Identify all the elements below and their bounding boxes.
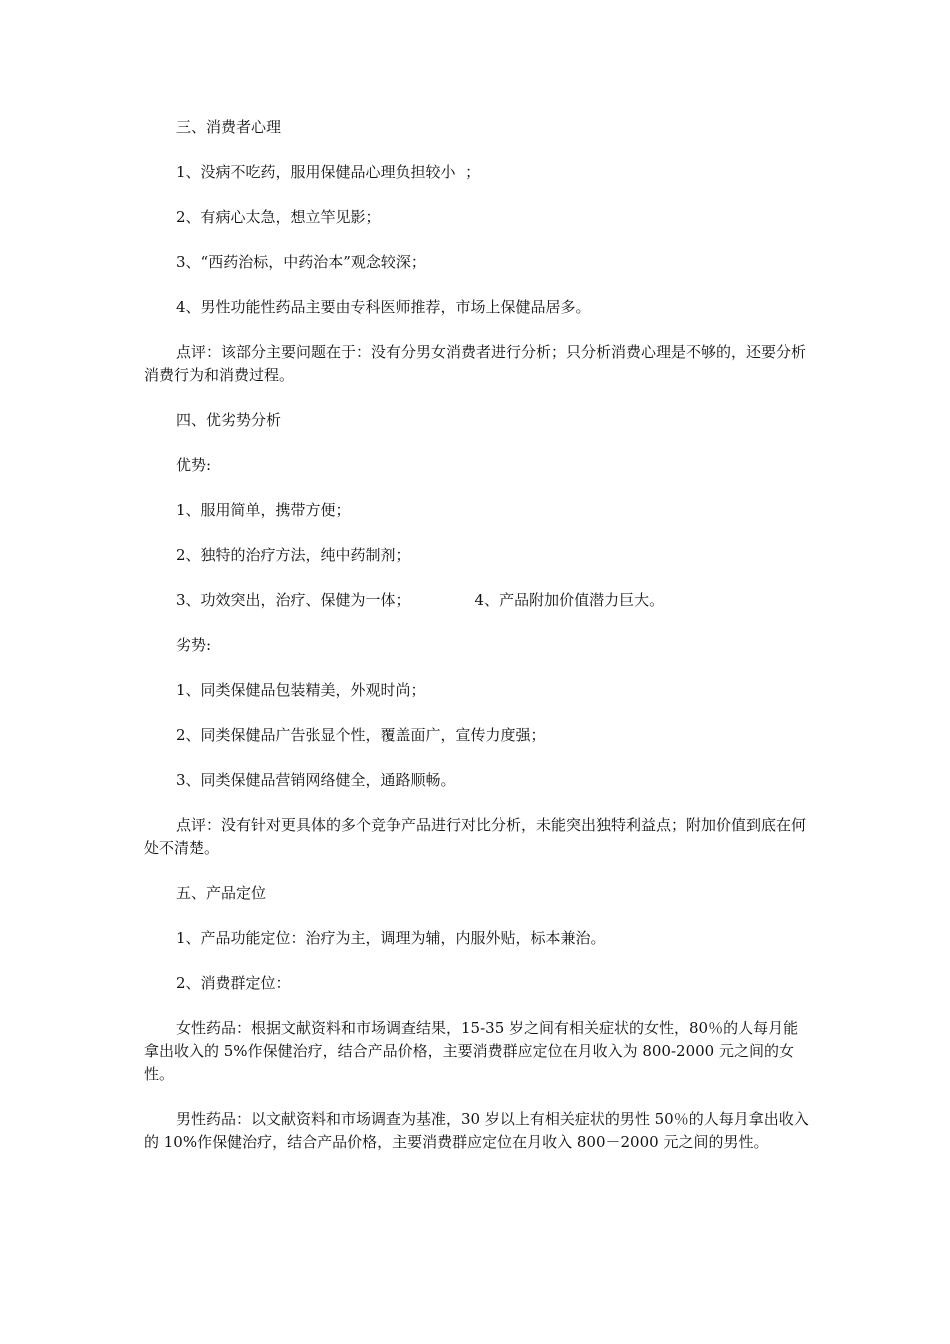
subheading: 劣势: <box>176 636 212 654</box>
comment-paragraph: 点评：没有针对更具体的多个竞争产品进行对比分析，未能突出独特利益点；附加价值到底在何处不清楚。 <box>144 816 807 857</box>
list-item: 4、男性功能性药品主要由专科医师推荐，市场上保健品居多。 <box>176 298 591 316</box>
list-item: 2、独特的治疗方法，纯中药制剂； <box>176 546 411 564</box>
list-item-pair <box>144 589 810 612</box>
section-heading: 三、消费者心理 <box>176 118 282 136</box>
document-body <box>144 116 810 1176</box>
list-item: 1、产品功能定位：治疗为主，调理为辅，内服外贴，标本兼治。 <box>176 929 606 947</box>
list-item: 2、消费群定位： <box>176 974 291 992</box>
body-paragraph: 男性药品：以文献资料和市场调查为基准，30 岁以上有相关症状的男性 50％的人每月拿出收入的 10%作保健治疗，结合产品价格，主要消费群应定位在月收入 800－2000 元之间的男性。 <box>144 1110 809 1151</box>
list-item: 3、功效突出，治疗、保健为一体； <box>176 591 411 609</box>
list-item: 3、“西药治标，中药治本”观念较深； <box>176 253 426 271</box>
body-paragraph: 女性药品：根据文献资料和市场调查结果，15-35 岁之间有相关症状的女性，80％的人每月能拿出收入的 5%作保健治疗，结合产品价格，主要消费群应定位在月收入为 800-2000 元之间的女性。 <box>144 1019 799 1083</box>
list-item: 2、同类保健品广告张显个性，覆盖面广，宣传力度强； <box>176 726 546 744</box>
list-item: 4、产品附加价值潜力巨大。 <box>474 591 665 609</box>
list-item: 3、同类保健品营销网络健全，通路顺畅。 <box>176 771 456 789</box>
comment-paragraph: 点评：该部分主要问题在于：没有分男女消费者进行分析；只分析消费心理是不够的，还要分析消费行为和消费过程。 <box>144 343 807 384</box>
subheading: 优势: <box>176 456 212 474</box>
list-item: 1、没病不吃药，服用保健品心理负担较小 ； <box>176 163 481 181</box>
list-item: 1、同类保健品包装精美，外观时尚； <box>176 681 426 699</box>
section-heading: 五、产品定位 <box>176 884 267 902</box>
section-heading: 四、优劣势分析 <box>176 411 282 429</box>
list-item: 1、服用简单，携带方便； <box>176 501 351 519</box>
list-item: 2、有病心太急，想立竿见影； <box>176 208 381 226</box>
